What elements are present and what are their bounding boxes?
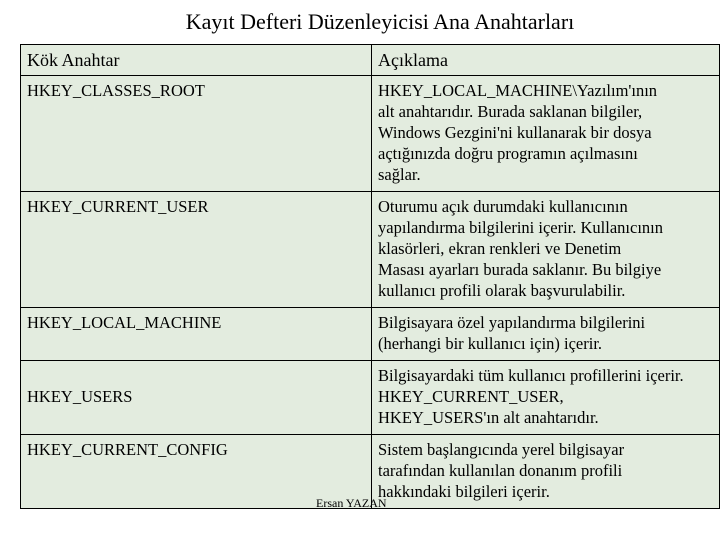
description-line: HKEY_LOCAL_MACHINE\Yazılım'ının — [378, 81, 658, 100]
table-row — [21, 76, 720, 192]
header-key-cell: Kök Anahtar — [21, 45, 372, 76]
registry-keys-table — [20, 44, 720, 509]
description-line: açtığınızda doğru programın açılmasını — [378, 144, 638, 163]
header-description-cell: Açıklama — [372, 45, 720, 76]
table-row — [21, 308, 720, 361]
description-cell — [372, 192, 720, 308]
description-line: Bilgisayardaki tüm kullanıcı profillerini içerir. — [378, 366, 684, 385]
description-cell — [372, 361, 720, 435]
root-key-cell: HKEY_CLASSES_ROOT — [21, 76, 372, 192]
description-line: sağlar. — [378, 165, 421, 184]
description-line: HKEY_USERS'ın alt anahtarıdır. — [378, 408, 599, 427]
root-key-cell: HKEY_CURRENT_USER — [21, 192, 372, 308]
footer-author: Ersan YAZAN — [316, 496, 387, 510]
description-cell — [372, 435, 720, 509]
description-line: Oturumu açık durumdaki kullanıcının — [378, 197, 628, 216]
description-cell — [372, 308, 720, 361]
description-line: (herhangi bir kullanıcı için) içerir. — [378, 334, 603, 353]
description-line: Sistem başlangıcında yerel bilgisayar — [378, 440, 625, 459]
description-line: yapılandırma bilgilerini içerir. Kullanıcının — [378, 218, 664, 237]
description-line: Bilgisayara özel yapılandırma bilgilerini — [378, 313, 646, 332]
slide-title: Kayıt Defteri Düzenleyicisi Ana Anahtarları — [185, 9, 575, 34]
table-body — [21, 45, 720, 509]
description-line: alt anahtarıdır. Burada saklanan bilgiler, — [378, 102, 643, 121]
description-line: Windows Gezgini'ni kullanarak bir dosya — [378, 123, 652, 142]
table-row — [21, 192, 720, 308]
description-line: kullanıcı profili olarak başvurulabilir. — [378, 281, 626, 300]
description-line: hakkındaki bilgileri içerir. — [378, 482, 550, 501]
description-line: HKEY_CURRENT_USER, — [378, 387, 564, 406]
description-cell — [372, 76, 720, 192]
description-line: klasörleri, ekran renkleri ve Denetim — [378, 239, 622, 258]
root-key-cell: HKEY_CURRENT_CONFIG — [21, 435, 372, 509]
root-key-cell: HKEY_USERS — [21, 361, 372, 435]
root-key-cell: HKEY_LOCAL_MACHINE — [21, 308, 372, 361]
description-line: tarafından kullanılan donanım profili — [378, 461, 623, 480]
table-header-row — [21, 45, 720, 76]
table-row — [21, 361, 720, 435]
description-line: Masası ayarları burada saklanır. Bu bilgiye — [378, 260, 662, 279]
